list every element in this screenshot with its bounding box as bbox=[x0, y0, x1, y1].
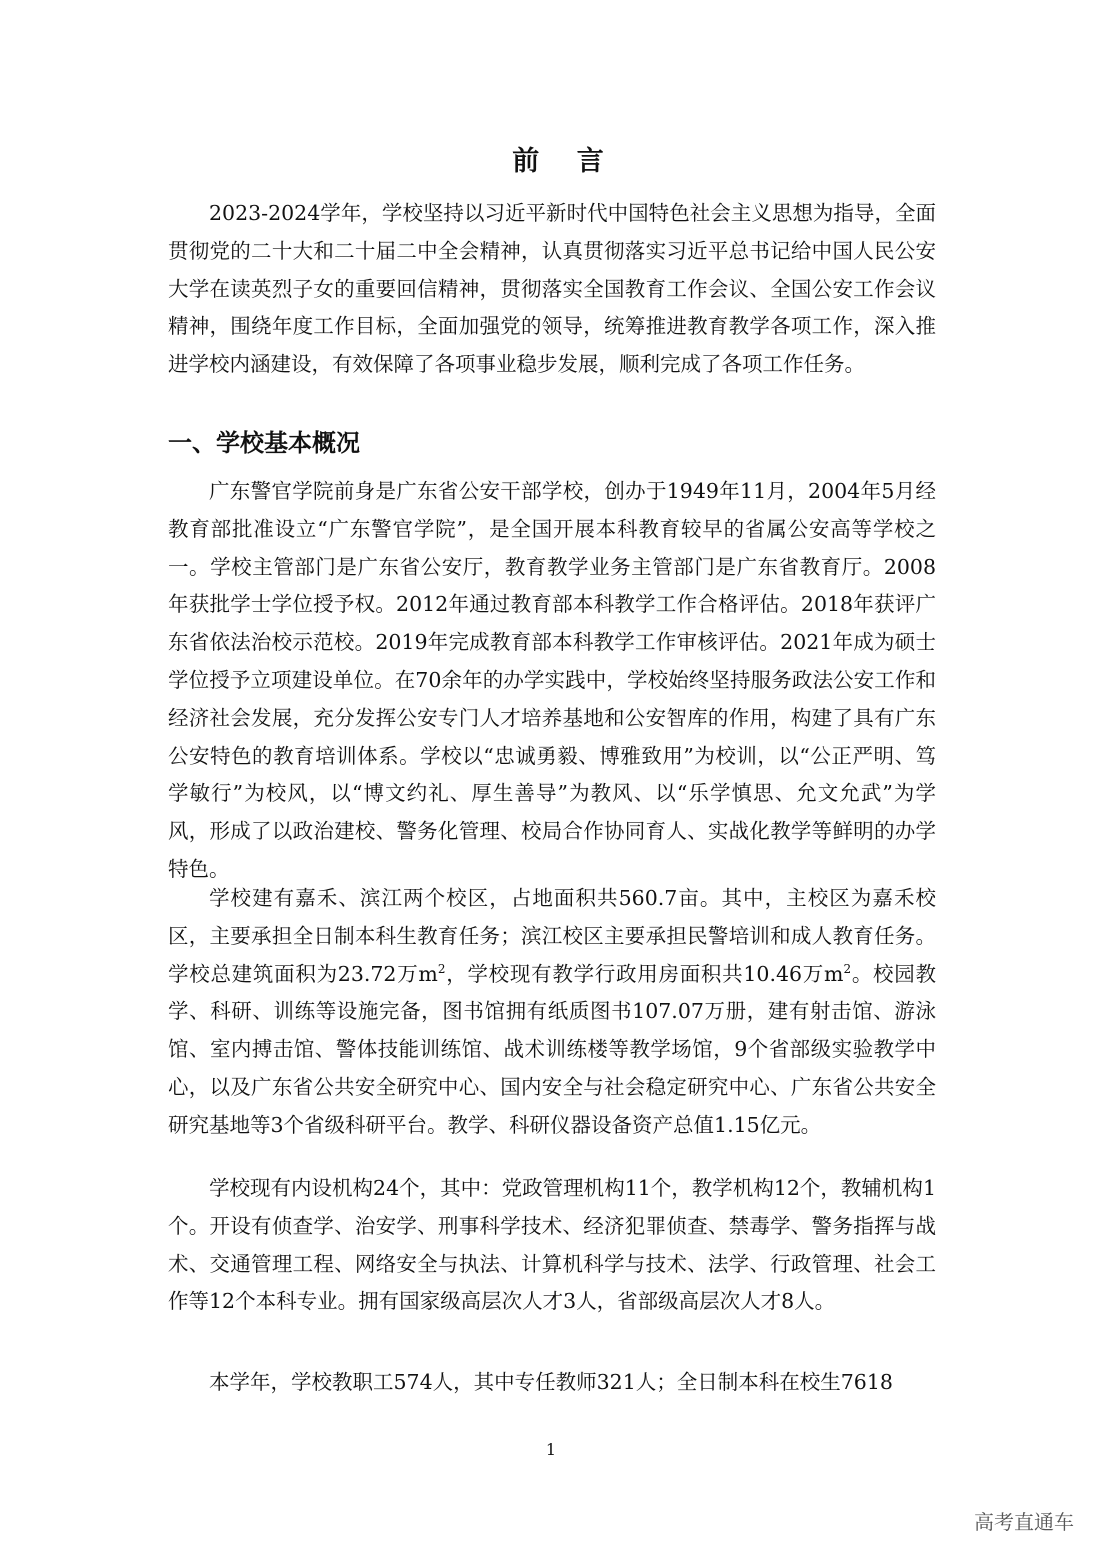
superscript-a: 2 bbox=[437, 961, 446, 976]
watermark-text: 高考直通车 bbox=[974, 1510, 1074, 1534]
section-paragraph-history: 广东警官学院前身是广东省公安干部学校，创办于1949年11月，2004年5月经教育部批准设立“广东警官学院”，是全国开展本科教育较早的省属公安高等学校之一。学校主管部门是广东省公安厅，教育教学业务主管部门是广东省教育厅。2008年获批学士学位授予权。2012年通过教育部本科教学工作合格评估。2018年获评广东省依法治校示范校。2019年完成教育部本科教学工作审核评估。2021年成为硕士学位授予立项建设单位。在70余年的办学实践中，学校始终坚持服务政法公安工作和经济社会发展，充分发挥公安专门人才培养基地和公安智库的作用，构建了具有广东公安特色的教育培训体系。学校以“忠诚勇毅、博雅致用”为校训，以“公正严明、笃学敏行”为校风，以“博文约礼、厚生善导”为教风、以“乐学慎思、允文允武”为学风，形成了以政治建校、警务化管理、校局合作协同育人、实战化教学等鲜明的办学特色。 bbox=[168, 479, 936, 881]
section-paragraph-organization: 学校现有内设机构24个，其中：党政管理机构11个，教学机构12个，教辅机构1个。开设有侦查学、治安学、刑事科学技术、经济犯罪侦查、禁毒学、警务指挥与战术、交通管理工程、网络安全与执法、计算机科学与技术、法学、行政管理、社会工作等12个本科专业。拥有国家级高层次人才3人，省部级高层次人才8人。 bbox=[168, 1176, 936, 1314]
section-paragraph-staff: 本学年，学校教职工574人，其中专任教师321人；全日制本科在校生7618 bbox=[209, 1370, 893, 1394]
campus-text-a: 学校建有嘉禾、滨江两个校区，占地面积共560.7亩。其中，主校区为嘉禾校区，主要承担全日制本科生教育任务；滨江校区主要承担民警培训和成人教育任务。学校总建筑面积为23.72万m bbox=[168, 886, 936, 986]
campus-text-c: 。校园教学、科研、训练等设施完备，图书馆拥有纸质图书107.07万册，建有射击馆、游泳馆、室内搏击馆、警体技能训练馆、战术训练楼等教学场馆，9个省部级实验教学中心，以及广东省公共安全研究中心、国内安全与社会稳定研究中心、广东省公共安全研究基地等3个省级科研平台。教学、科研仪器设备资产总值1.15亿元。 bbox=[168, 961, 936, 1137]
page-title: 前 言 bbox=[512, 146, 618, 177]
page-number: 1 bbox=[545, 1440, 557, 1459]
intro-paragraph: 2023-2024学年，学校坚持以习近平新时代中国特色社会主义思想为指导，全面贯彻党的二十大和二十届二中全会精神，认真贯彻落实习近平总书记给中国人民公安大学在读英烈子女的重要回信精神，贯彻落实全国教育工作会议、全国公安工作会议精神，围绕年度工作目标，全面加强党的领导，统筹推进教育教学各项工作，深入推进学校内涵建设，有效保障了各项事业稳步发展，顺利完成了各项工作任务。 bbox=[168, 201, 936, 377]
section-paragraph-campus bbox=[168, 880, 936, 1145]
campus-text-b: ，学校现有教学行政用房面积共10.46万m bbox=[445, 961, 844, 986]
section-heading: 一、学校基本概况 bbox=[168, 429, 360, 457]
superscript-b: 2 bbox=[843, 961, 852, 976]
